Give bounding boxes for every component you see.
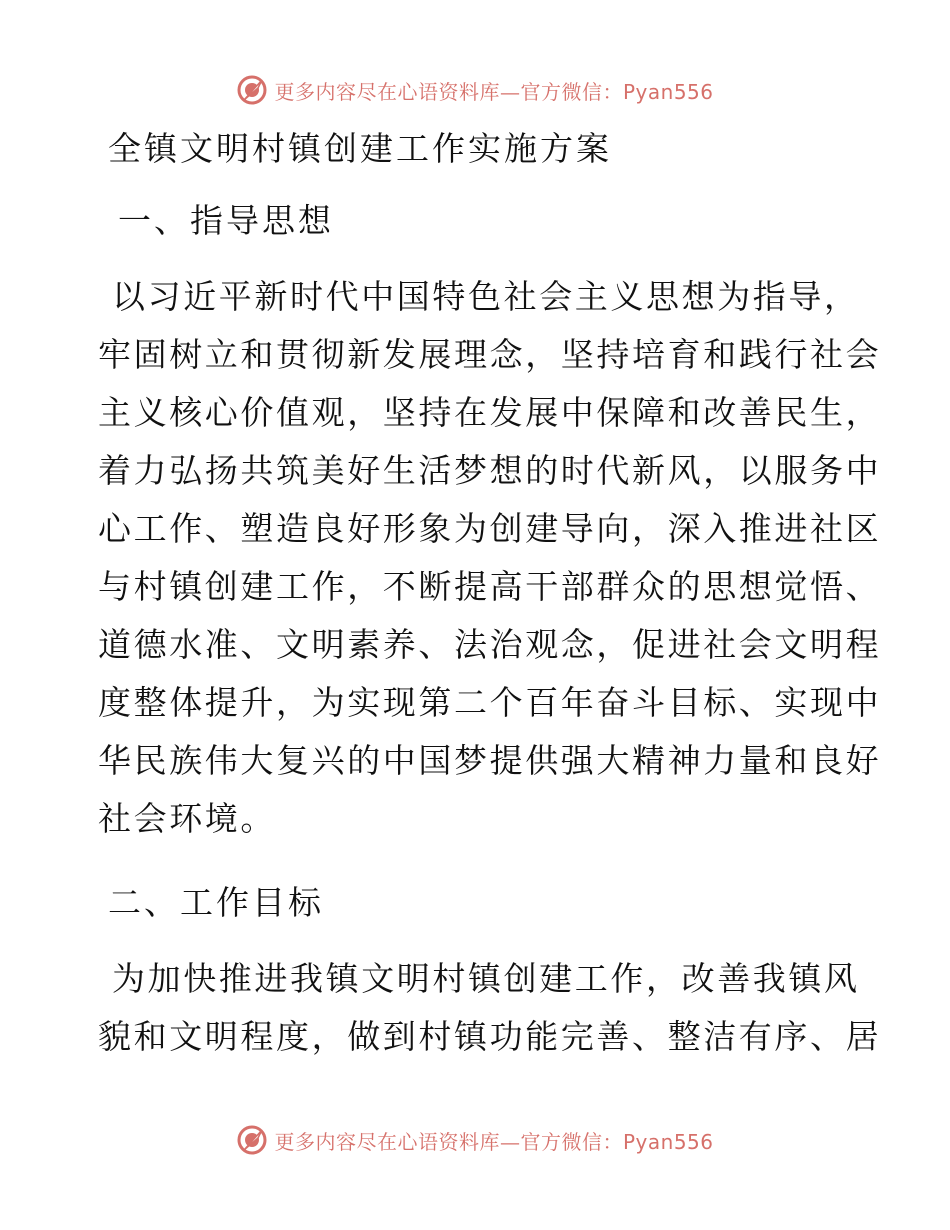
paragraph-line: 社会环境。: [98, 799, 276, 838]
paragraph-line: 貌和文明程度，做到村镇功能完善、整洁有序、居: [98, 1017, 882, 1056]
section-heading-work-goals: 二、工作目标: [108, 883, 324, 922]
paragraph-work-goals: [98, 950, 882, 1066]
paragraph-line: 心工作、塑造良好形象为创建导向，深入推进社区: [98, 509, 882, 548]
paragraph-line: 华民族伟大复兴的中国梦提供强大精神力量和良好: [98, 741, 882, 780]
paragraph-line: 着力弘扬共筑美好生活梦想的时代新风，以服务中: [98, 451, 882, 490]
paragraph-line: 为加快推进我镇文明村镇创建工作，改善我镇风: [112, 959, 860, 998]
footer-watermark: [0, 1120, 950, 1160]
paragraph-line: 主义核心价值观，坚持在发展中保障和改善民生，: [98, 393, 882, 432]
paragraph-line: 以习近平新时代中国特色社会主义思想为指导，: [112, 277, 860, 316]
header-watermark: [0, 70, 950, 110]
section-heading-guiding-ideology: 一、指导思想: [118, 201, 334, 240]
paragraph-line: 牢固树立和贯彻新发展理念，坚持培育和践行社会: [98, 335, 882, 374]
watermark-text: 更多内容尽在心语资料库—官方微信：Pyan556: [274, 79, 714, 104]
paragraph-guiding-ideology: [98, 268, 882, 848]
quill-seal-icon: [236, 74, 268, 106]
paragraph-line: 道德水准、文明素养、法治观念，促进社会文明程: [98, 625, 882, 664]
document-body: [98, 120, 882, 1066]
paragraph-line: 度整体提升，为实现第二个百年奋斗目标、实现中: [98, 683, 882, 722]
paragraph-line: 与村镇创建工作，不断提高干部群众的思想觉悟、: [98, 567, 882, 606]
quill-seal-icon: [236, 1124, 268, 1156]
document-title: 全镇文明村镇创建工作实施方案: [108, 129, 612, 168]
watermark-text: 更多内容尽在心语资料库—官方微信：Pyan556: [274, 1129, 714, 1154]
